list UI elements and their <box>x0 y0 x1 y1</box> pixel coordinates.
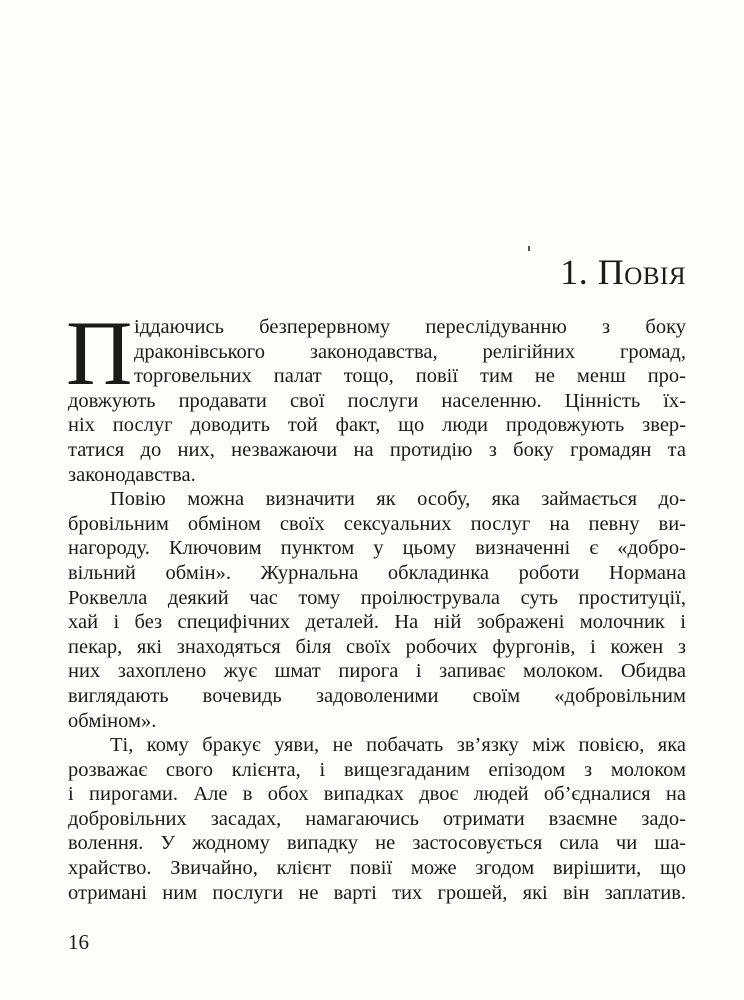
text-line: пекар, які знаходяться біля своїх робочих фургонів, і кожен з <box>68 635 686 658</box>
text-line: довжують продавати свої послуги населенню. Цінність їх- <box>68 389 686 412</box>
text-line: добровільних засадах, намагаючись отримати взаємне задо- <box>68 807 686 830</box>
text-line: хай і без специфічних деталей. На ній зображені молочник і <box>68 611 686 634</box>
text-line: виглядають вочевидь задоволеними своїм «добровільним <box>68 684 686 707</box>
text-line: законодавства. <box>68 463 196 486</box>
drop-cap: П <box>66 318 133 390</box>
text-line: і пирогами. Але в обох випадках двоє людей об’єдналися на <box>68 783 686 806</box>
text-line: Ті, кому бракує уяви, не побачать зв’язку між повією, яка <box>110 734 686 757</box>
text-line: татися до них, незважаючи на протидію з боку громадян та <box>68 438 686 461</box>
chapter-title <box>560 250 686 294</box>
text-line: драконівського законодавства, релігійних громад, <box>134 340 686 363</box>
page-number: 16 <box>68 930 89 954</box>
chapter-title-initial: П <box>597 252 625 292</box>
text-line: ніх послуг доводить той факт, що люди продовжують звер- <box>68 414 686 437</box>
text-line: обміном». <box>68 709 157 732</box>
text-line: Повію можна визначити як особу, яка займається до- <box>110 488 686 511</box>
chapter-number: 1. <box>560 252 589 292</box>
text-line: волення. У жодному випадку не застосовується сила чи ша- <box>68 832 686 855</box>
text-line: нагороду. Ключовим пунктом у цьому визначенні є «добро- <box>68 537 686 560</box>
text-line: торговельних палат тощо, повії тим не менш про- <box>134 365 686 388</box>
text-line: них захоплено жує шмат пирога і запиває молоком. Обидва <box>68 660 686 683</box>
body-text <box>68 315 686 905</box>
text-line: вільний обмін». Журнальна обкладинка роботи Нормана <box>68 561 686 584</box>
chapter-title-rest: овія <box>624 252 686 292</box>
text-line: розважає свого клієнта, і вищезгаданим епізодом з молоком <box>68 758 686 781</box>
text-line: храйство. Звичайно, клієнт повії може згодом вирішити, що <box>68 857 686 880</box>
text-line: Роквелла деякий час тому проілюструвала суть проституції, <box>68 586 686 609</box>
text-line: іддаючись безперервному переслідуванню з боку <box>134 316 686 338</box>
text-line: бровільним обміном своїх сексуальних послуг на певну ви- <box>68 512 686 535</box>
text-line: отримані ним послуги не варті тих грошей, які він заплатив. <box>68 881 686 904</box>
scan-speck <box>528 246 530 251</box>
